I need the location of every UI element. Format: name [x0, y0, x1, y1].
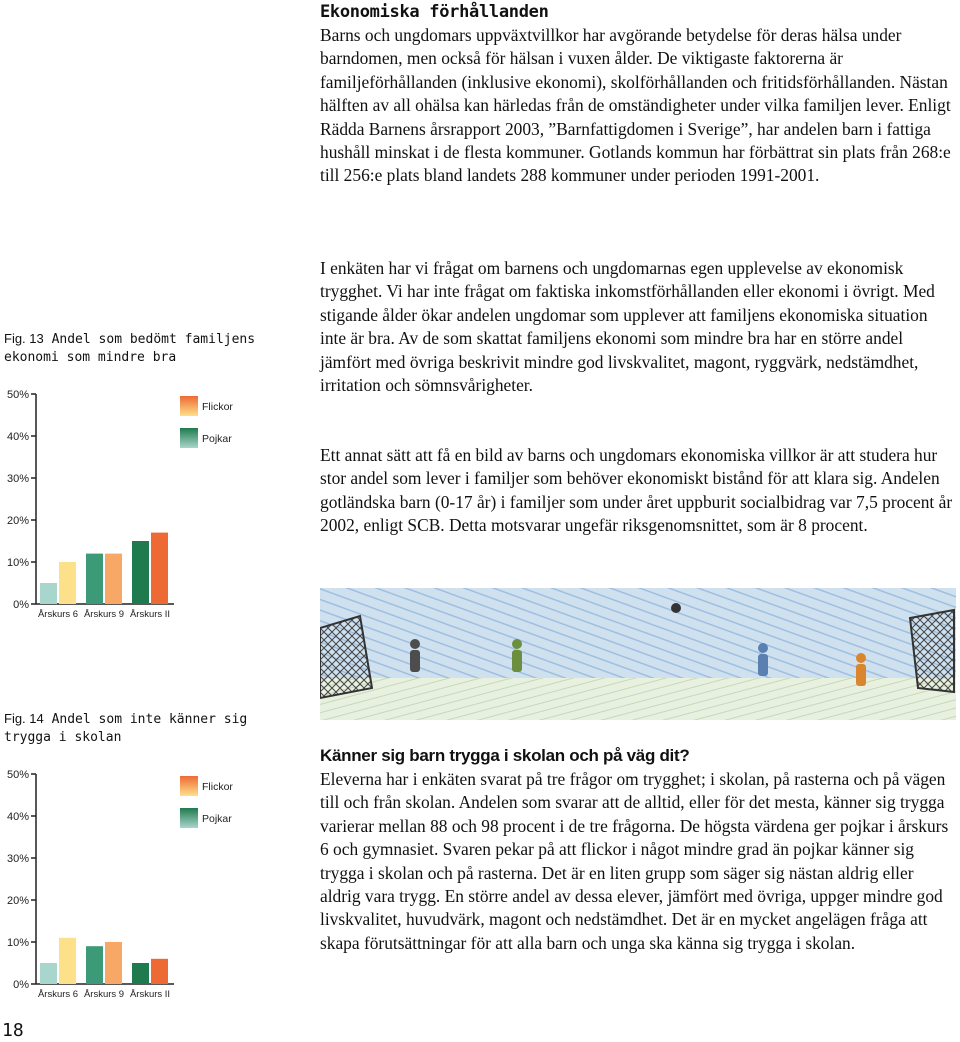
bar-pojkar-1	[86, 554, 103, 604]
fig14-title: Andel som inte känner sig trygga i skolan	[4, 712, 248, 745]
x-tick-label: Årskurs 6	[37, 989, 79, 1000]
y-tick-label: 40%	[6, 431, 29, 443]
y-tick-label: 0%	[13, 599, 29, 611]
legend-label-pojkar: Pojkar	[202, 813, 232, 825]
bar-pojkar-2	[132, 541, 149, 604]
legend-label-pojkar: Pojkar	[202, 433, 232, 445]
children-drawing	[320, 588, 956, 720]
bar-pojkar-2	[132, 963, 149, 984]
x-tick-label: Årskurs II	[129, 989, 171, 1000]
economy-paragraph-3: Ett annat sätt att få en bild av barns och ungdomars ekonomiska villkor är att studera hur stor andel som lever i familjer som behöver ekonomiskt bistånd för att klara sig. Andelen gotländska barn (0-17 år) i familjer som under året uppburit socialbidrag var 7,5 procent år 2002, enligt SCB. Detta motsvarar ungefär riksgenomsnittet, som är 8 procent.	[320, 445, 953, 536]
x-tick-label: Årskurs II	[129, 609, 171, 620]
legend-swatch-flickor	[180, 396, 198, 416]
x-tick-label: Årskurs 6	[37, 609, 79, 620]
fig13-caption	[4, 330, 264, 367]
fig14-chart	[0, 760, 260, 1010]
y-tick-label: 30%	[6, 853, 29, 865]
page-number: 18	[2, 1020, 24, 1041]
legend-label-flickor: Flickor	[202, 401, 233, 413]
y-tick-label: 50%	[6, 389, 29, 401]
y-tick-label: 30%	[6, 473, 29, 485]
fig13-chart	[0, 380, 260, 620]
x-tick-label: Årskurs 9	[83, 609, 125, 620]
section-heading-economy: Ekonomiska förhållanden	[320, 2, 549, 22]
economy-paragraph-2: I enkäten har vi frågat om barnens och ungdomarnas egen upplevelse av ekonomisk trygghet. Vi har inte frågat om faktiska inkomstförhållanden eller ekonomi i övrigt. Med stigande ålder ökar andelen ungdomar som upplever att familjens ekonomiska situation inte är bra. Av de som skattat familjens ekonomi som mindre bra har en större andel jämfört med övriga beskrivit mindre god livskvalitet, magont, ryggvärk, nedstämdhet, irritation och sömnsvårigheter.	[320, 258, 935, 396]
bar-pojkar-1	[86, 946, 103, 984]
y-tick-label: 10%	[6, 557, 29, 569]
bar-flickor-0	[59, 938, 76, 984]
bar-flickor-2	[151, 533, 168, 604]
fig13-title: Andel som bedömt familjens ekonomi som mindre bra	[4, 332, 256, 365]
y-tick-label: 50%	[6, 769, 29, 781]
bar-flickor-2	[151, 959, 168, 984]
fig14-label: Fig. 14	[4, 711, 44, 726]
y-tick-label: 40%	[6, 811, 29, 823]
safety-paragraph-1: Eleverna har i enkäten svarat på tre frågor om trygghet; i skolan, på rasterna och på vägen till och från skolan. Andelen som svarar att de alltid, eller för det mesta, känner sig trygga varierar mellan 88 och 98 procent i de tre frågorna. De högsta värdena ger pojkar i årskurs 6 och gymnasiet. Svaren pekar på att flickor i något mindre grad än pojkar känner sig trygga i skolan och på rasterna. Det är en liten grupp som säger sig nästan aldrig eller aldrig vara trygg. En större andel av dessa elever, jämfört med övriga, uppger mindre god livskvalitet, huvudvärk, magont och nedstämdhet. Det är en mycket angelägen fråga att skapa förutsättningar för att alla barn och unga ska känna sig trygga i skolan.	[320, 769, 949, 953]
fig13-label: Fig. 13	[4, 331, 44, 346]
bar-flickor-1	[105, 942, 122, 984]
y-tick-label: 20%	[6, 515, 29, 527]
x-tick-label: Årskurs 9	[83, 989, 125, 1000]
section-heading-safety: Känner sig barn trygga i skolan och på väg dit?	[320, 746, 690, 765]
bar-flickor-0	[59, 562, 76, 604]
y-tick-label: 20%	[6, 895, 29, 907]
fig14-caption	[4, 710, 264, 747]
bar-pojkar-0	[40, 963, 57, 984]
y-tick-label: 0%	[13, 979, 29, 991]
bar-flickor-1	[105, 554, 122, 604]
economy-paragraph-1: Barns och ungdomars uppväxtvillkor har avgörande betydelse för deras hälsa under barndomen, men också för hälsan i vuxen ålder. De viktigaste faktorerna är familjeförhållanden (inklusive ekonomi), skolförhållanden och fritidsförhållanden. Nästan hälften av all ohälsa kan härledas från de omständigheter under vilka familjen lever. Enligt Rädda Barnens årsrapport 2003, ”Barnfattigdomen i Sverige”, har andelen barn i fattiga hushåll minskat i de flesta kommuner. Gotlands kommun har förbättrat sin plats från 268:e till 256:e plats bland landets 288 kommuner under perioden 1991-2001.	[320, 25, 951, 186]
legend-swatch-pojkar	[180, 428, 198, 448]
bar-pojkar-0	[40, 583, 57, 604]
legend-swatch-flickor	[180, 776, 198, 796]
legend-swatch-pojkar	[180, 808, 198, 828]
legend-label-flickor: Flickor	[202, 781, 233, 793]
y-tick-label: 10%	[6, 937, 29, 949]
